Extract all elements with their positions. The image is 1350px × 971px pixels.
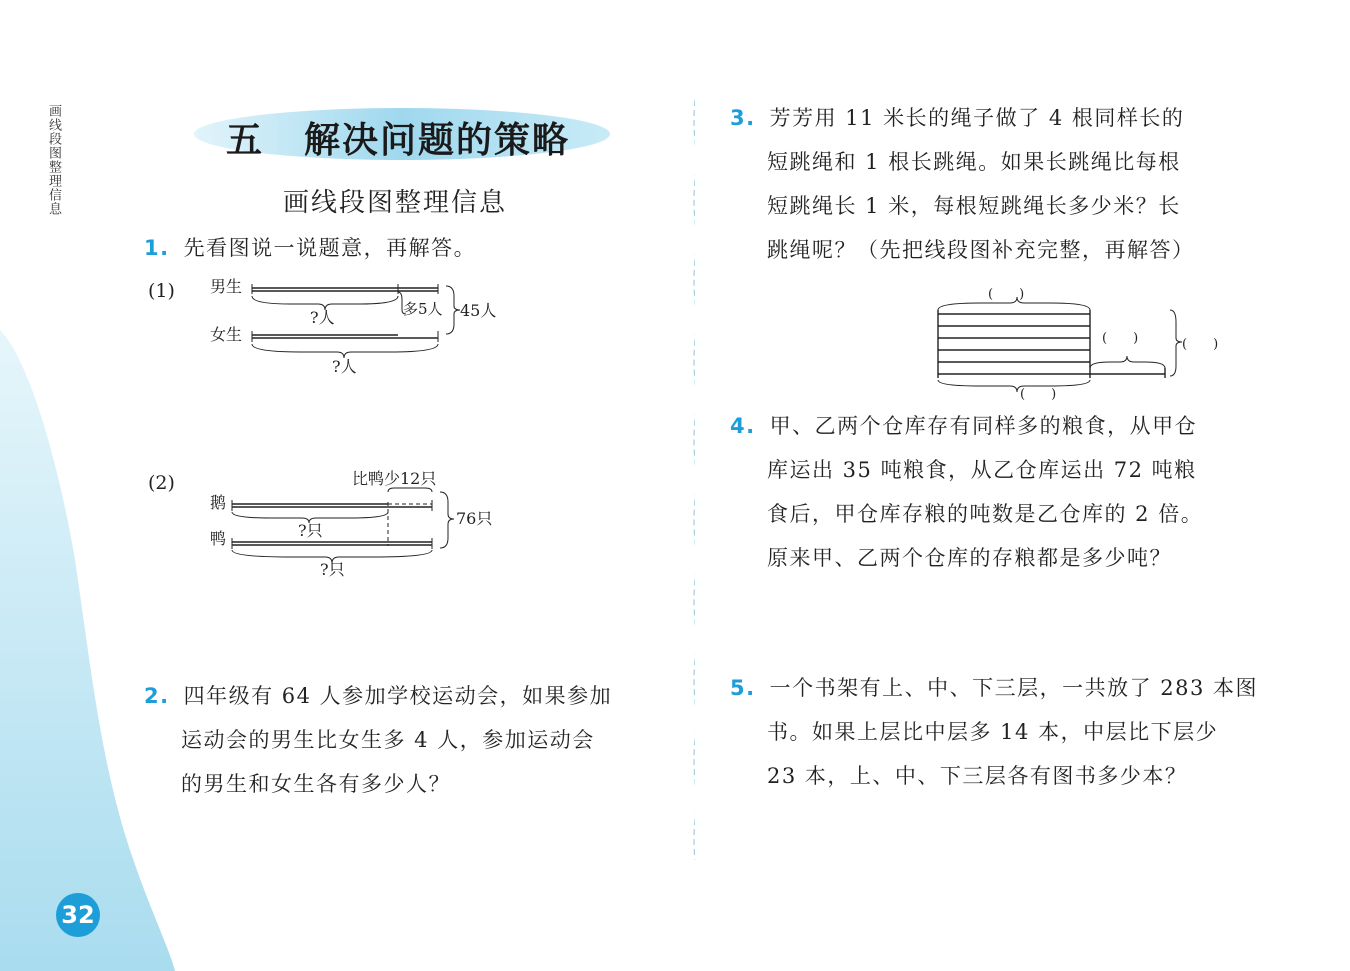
question-number: 3. (730, 106, 756, 130)
extra-brace (1090, 356, 1165, 368)
question-number: 5. (730, 676, 756, 700)
duck-label: 鸭 (210, 529, 227, 548)
boys-label: 男生 (210, 277, 243, 296)
question-line: 食后，甲仓库存粮的吨数是乙仓库的 2 倍。 (767, 502, 1204, 526)
question-line: 23 本，上、中、下三层各有图书多少本？ (767, 764, 1188, 788)
girls-label: 女生 (210, 325, 243, 344)
blank-label: ( ) (1020, 387, 1057, 400)
question-2 (144, 674, 664, 806)
question-number: 4. (730, 414, 756, 438)
blank-label: ( ) (1102, 331, 1139, 346)
column-divider (693, 100, 695, 860)
question-line: 运动会的男生比女生多 4 人，参加运动会 (181, 728, 595, 752)
question-line: 库运出 35 吨粮食，从乙仓库运出 72 吨粮 (767, 458, 1197, 482)
total-label: 45人 (460, 301, 497, 320)
question-line: 短跳绳长 1 米，每根短跳绳长多少米？长 (767, 194, 1181, 218)
q3-diagram (920, 282, 1240, 400)
q-goose: ?只 (298, 521, 323, 540)
q1-diagram-1 (140, 272, 520, 382)
question-line: 书。如果上层比中层多 14 本，中层比下层少 (767, 720, 1219, 744)
question-4 (730, 404, 1270, 580)
chapter-number: 五 (226, 119, 265, 161)
question-1 (144, 226, 476, 270)
question-line: 原来甲、乙两个仓库的存粮都是多少吨？ (767, 546, 1172, 570)
question-line: 甲、乙两个仓库存有同样多的粮食，从甲仓 (769, 414, 1198, 438)
part-label: (2) (148, 472, 175, 494)
total-brace (440, 492, 454, 548)
page-number: 32 (56, 893, 100, 937)
question-line: 一个书架有上、中、下三层，一共放了 283 本图 (769, 676, 1259, 700)
question-line: 芳芳用 11 米长的绳子做了 4 根同样长的 (769, 106, 1185, 130)
question-5 (730, 666, 1290, 798)
q-girls: ?人 (332, 357, 357, 376)
bottom-brace (938, 380, 1090, 392)
more-label: 多5人 (403, 300, 443, 318)
less-label: 比鸭少12只 (352, 469, 437, 488)
less-brace (388, 488, 432, 492)
question-line: 四年级有 64 人参加学校运动会，如果参加 (183, 684, 613, 708)
side-label: 画线段图整理信息 (46, 104, 61, 216)
question-text: 先看图说一说题意，再解答。 (183, 236, 477, 260)
total-brace (1170, 310, 1182, 376)
section-title: 画线段图整理信息 (283, 188, 508, 218)
q1-diagram-2 (140, 462, 520, 582)
goose-label: 鹅 (210, 493, 227, 512)
question-line: 的男生和女生各有多少人？ (181, 772, 451, 796)
question-number: 1. (144, 236, 170, 260)
part-label: (1) (148, 280, 175, 302)
chapter-title (226, 112, 570, 163)
total-label: 76只 (456, 509, 493, 528)
chapter-name: 解决问题的策略 (304, 119, 571, 161)
total-brace (446, 286, 460, 334)
question-line: 短跳绳和 1 根长跳绳。如果长跳绳比每根 (767, 150, 1181, 174)
question-number: 2. (144, 684, 170, 708)
q-duck: ?只 (320, 560, 345, 579)
blank-label: ( ) (1182, 337, 1219, 352)
q-boys: ?人 (310, 308, 335, 327)
girls-brace (252, 344, 438, 358)
question-line: 跳绳呢？（先把线段图补充完整，再解答） (767, 238, 1195, 262)
question-3 (730, 96, 1250, 272)
blank-label: ( ) (988, 287, 1025, 302)
